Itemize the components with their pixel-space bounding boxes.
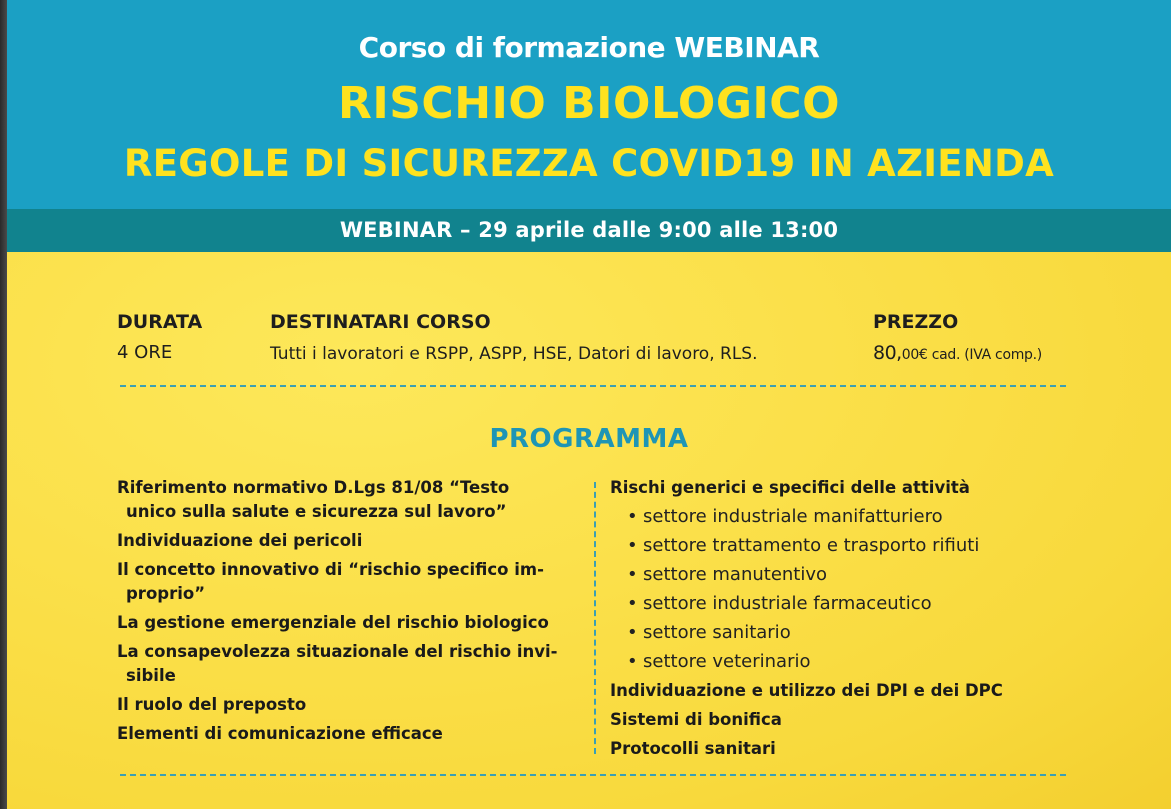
- bullet-list: [610, 505, 1080, 674]
- bullet-dot-icon: •: [627, 622, 638, 643]
- programma-item-continuation: proprio”: [126, 584, 206, 603]
- destinatari-label: DESTINATARI CORSO: [270, 311, 491, 333]
- bullet-text: settore veterinario: [643, 651, 811, 672]
- bullet-item: [610, 650, 1080, 674]
- programma-item: [117, 640, 573, 688]
- programma-item-text: Elementi di comunicazione efficace: [117, 724, 443, 743]
- bullet-dot-icon: •: [627, 593, 638, 614]
- bullet-dot-icon: •: [627, 535, 638, 556]
- durata-value: 4 ORE: [117, 342, 173, 363]
- programma-item-continuation: unico sulla salute e sicurezza sul lavoro”: [126, 502, 507, 521]
- programma-title: PROGRAMMA: [489, 424, 689, 454]
- programma-item-text: La gestione emergenziale del rischio biologico: [117, 613, 549, 632]
- programma-left-column: [117, 476, 573, 751]
- prezzo-amount: 80,: [873, 342, 902, 364]
- prezzo-details: 00€ cad. (IVA comp.): [901, 347, 1042, 363]
- prezzo-label: PREZZO: [873, 311, 959, 333]
- flyer-page: [7, 0, 1171, 809]
- bullet-item: [610, 505, 1080, 529]
- bullet-dot-icon: •: [627, 506, 638, 527]
- programma-item-continuation: sibile: [126, 666, 176, 685]
- bullet-item: [610, 592, 1080, 616]
- programma-item: [117, 476, 573, 524]
- bullet-dot-icon: •: [627, 651, 638, 672]
- programma-item: Individuazione e utilizzo dei DPI e dei DPC: [610, 681, 1003, 700]
- bullet-text: settore sanitario: [643, 622, 791, 643]
- right-after-list: [610, 679, 1080, 761]
- prezzo-value: [873, 342, 1042, 364]
- bullet-item: [610, 534, 1080, 558]
- bullet-text: settore industriale farmaceutico: [643, 593, 932, 614]
- course-subtitle: Corso di formazione WEBINAR: [358, 31, 820, 64]
- programma-right-column: [610, 476, 1080, 766]
- programma-item-text: Il ruolo del preposto: [117, 695, 307, 714]
- programma-item-text: Il concetto innovativo di “rischio specifico im-: [117, 560, 544, 579]
- programma-item-text: La consapevolezza situazionale del rischio invi-: [117, 642, 558, 661]
- programma-item: Protocolli sanitari: [610, 739, 776, 758]
- programma-item-text: Riferimento normativo D.Lgs 81/08 “Testo: [117, 478, 510, 497]
- destinatari-value: Tutti i lavoratori e RSPP, ASPP, HSE, Datori di lavoro, RLS.: [270, 344, 758, 364]
- course-subtitle-2: REGOLE DI SICUREZZA COVID19 IN AZIENDA: [123, 142, 1055, 185]
- right-heading: Rischi generici e specifici delle attività: [610, 478, 970, 497]
- programma-item: [117, 611, 573, 635]
- bullet-text: settore manutentivo: [643, 564, 828, 585]
- programma-item: [117, 693, 573, 717]
- durata-label: DURATA: [117, 311, 203, 333]
- webinar-date-bar: WEBINAR – 29 aprile dalle 9:00 alle 13:00: [7, 209, 1171, 252]
- divider-bottom: [120, 774, 1066, 776]
- bullet-text: settore industriale manifatturiero: [643, 506, 943, 527]
- bullet-item: [610, 563, 1080, 587]
- programma-item: [117, 529, 573, 553]
- column-divider: [594, 482, 596, 754]
- bullet-dot-icon: •: [627, 564, 638, 585]
- programma-item: Sistemi di bonifica: [610, 710, 782, 729]
- bullet-item: [610, 621, 1080, 645]
- flyer-header: [7, 0, 1171, 209]
- page-edge-shadow: [0, 0, 7, 809]
- programma-item: [117, 558, 573, 606]
- bullet-text: settore trattamento e trasporto rifiuti: [643, 535, 980, 556]
- programma-item-text: Individuazione dei pericoli: [117, 531, 363, 550]
- course-title: RISCHIO BIOLOGICO: [337, 78, 841, 129]
- programma-item: [117, 722, 573, 746]
- divider-top: [120, 385, 1066, 387]
